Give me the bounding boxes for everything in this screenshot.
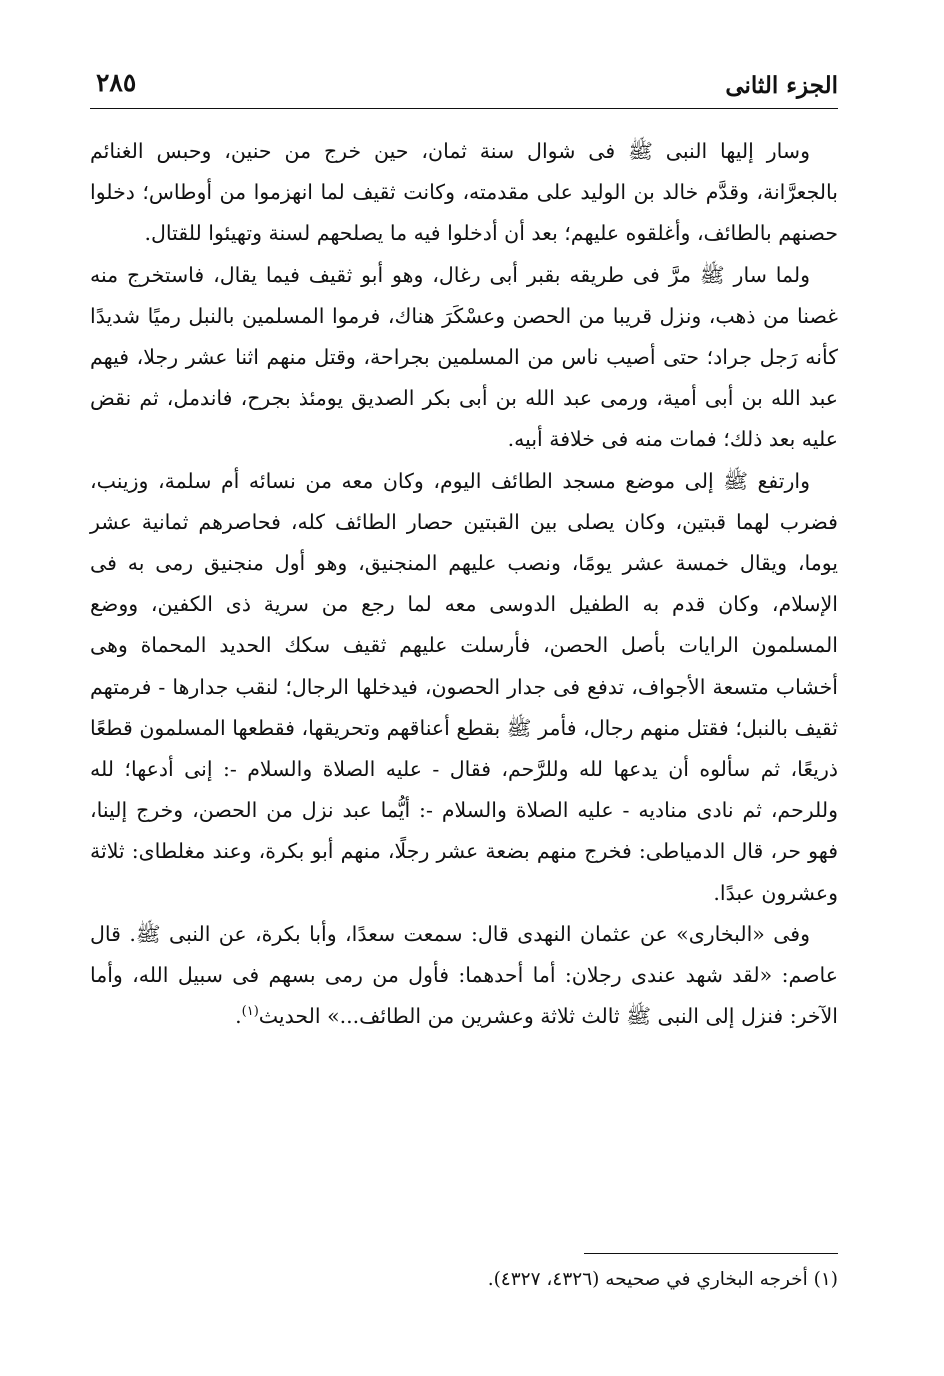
body-text <box>90 131 838 1037</box>
paragraph-4-text: وفى «البخارى» عن عثمان النهدى قال: سمعت سعدًا، وأبا بكرة، عن النبى ﷺ. قال عاصم: «لقد شهد عندى رجلان: أما أحدهما: فأول من رمى بسهم فى سبيل الله، وأما الآخر: فنزل إلى النبى ﷺ ثالث ثلاثة وعشرين من الطائف...» الحديث <box>90 921 838 1029</box>
footnote-reference: (١) <box>241 1004 259 1020</box>
book-page <box>90 58 838 1338</box>
page-number: ٢٨٥ <box>96 68 137 97</box>
page-header <box>90 58 838 109</box>
paragraph-2: ولما سار ﷺ مرَّ فى طريقه بقبر أبى رغال، وهو أبو ثقيف فيما يقال، فاستخرج منه غصنا من ذهب، ونزل قريبا من الحصن وعسْكَرَ هناك، فرموا المسلمين بالنبل رميًا شديدًا كأنه رَجل جراد؛ حتى أصيب ناس من المسلمين بجراحة، وقتل منهم اثنا عشر رجلا، فيهم عبد الله بن أبى أمية، ورمى عبد الله بن أبى بكر الصديق يومئذ بجرح، فاندمل، ثم نقض عليه بعد ذلك؛ فمات منه فى خلافة أبيه. <box>90 262 838 452</box>
paragraph-1: وسار إليها النبى ﷺ فى شوال سنة ثمان، حين خرج من حنين، وحبس الغنائم بالجعرَّانة، وقدَّم خالد بن الوليد على مقدمته، وكانت ثقيف لما انهزموا من أوطاس؛ دخلوا حصنهم بالطائف، وأغلقوه عليهم؛ بعد أن أدخلوا فيه ما يصلحهم لسنة وتهيئوا للقتال. <box>90 139 838 246</box>
footnote: (١) أخرجه البخاري في صحيحه (٤٣٢٦، ٤٣٢٧). <box>487 1269 838 1290</box>
paragraph-3: وارتفع ﷺ إلى موضع مسجد الطائف اليوم، وكان معه من نسائه أم سلمة، وزينب، فضرب لهما قبتين، وكان يصلى بين القبتين حصار الطائف كله، فحاصرهم ثمانية عشر يوما، ويقال خمسة عشر يومًا، ونصب عليهم المنجنيق، وهو أول منجنيق رمى به فى الإسلام، وكان قدم به الطفيل الدوسى معه لما رجع من سرية ذى الكفين، ووضع المسلمون الرايات بأصل الحصن، فأرسلت عليهم ثقيف سكك الحديد المحماة وهى أخشاب متسعة الأجواف، تدفع فى جدار الحصون، فيدخلها الرجال؛ لنقب جدارها - فرمتهم ثقيف بالنبل؛ فقتل منهم رجال، فأمر ﷺ بقطع أعناقهم وتحريقها، فقطعها المسلمون قطعًا ذريعًا، ثم سألوه أن يدعها لله وللرَّحم، فقال - عليه الصلاة والسلام -: إنى أدعها؛ لله وللرحم، ثم نادى مناديه - عليه الصلاة والسلام -: أيُّما عبد نزل من الحصن، وخرج إلينا، فهو حر، قال الدمياطى: فخرج منهم بضعة عشر رجلًا، منهم أبو بكرة، وعند مغلطاى: ثلاثة وعشرون عبدًا. <box>90 468 838 905</box>
paragraph-4: وفى «البخارى» عن عثمان النهدى قال: سمعت سعدًا، وأبا بكرة، عن النبى ﷺ. قال عاصم: «لقد شهد عندى رجلان: أما أحدهما: فأول من رمى بسهم فى سبيل الله، وأما الآخر: فنزل إلى النبى ﷺ ثالث ثلاثة وعشرين من الطائف...» الحديث$^{(١)}$. <box>90 921 838 1029</box>
running-title: الجزء الثانى <box>725 72 838 99</box>
footnote-divider <box>584 1253 838 1254</box>
